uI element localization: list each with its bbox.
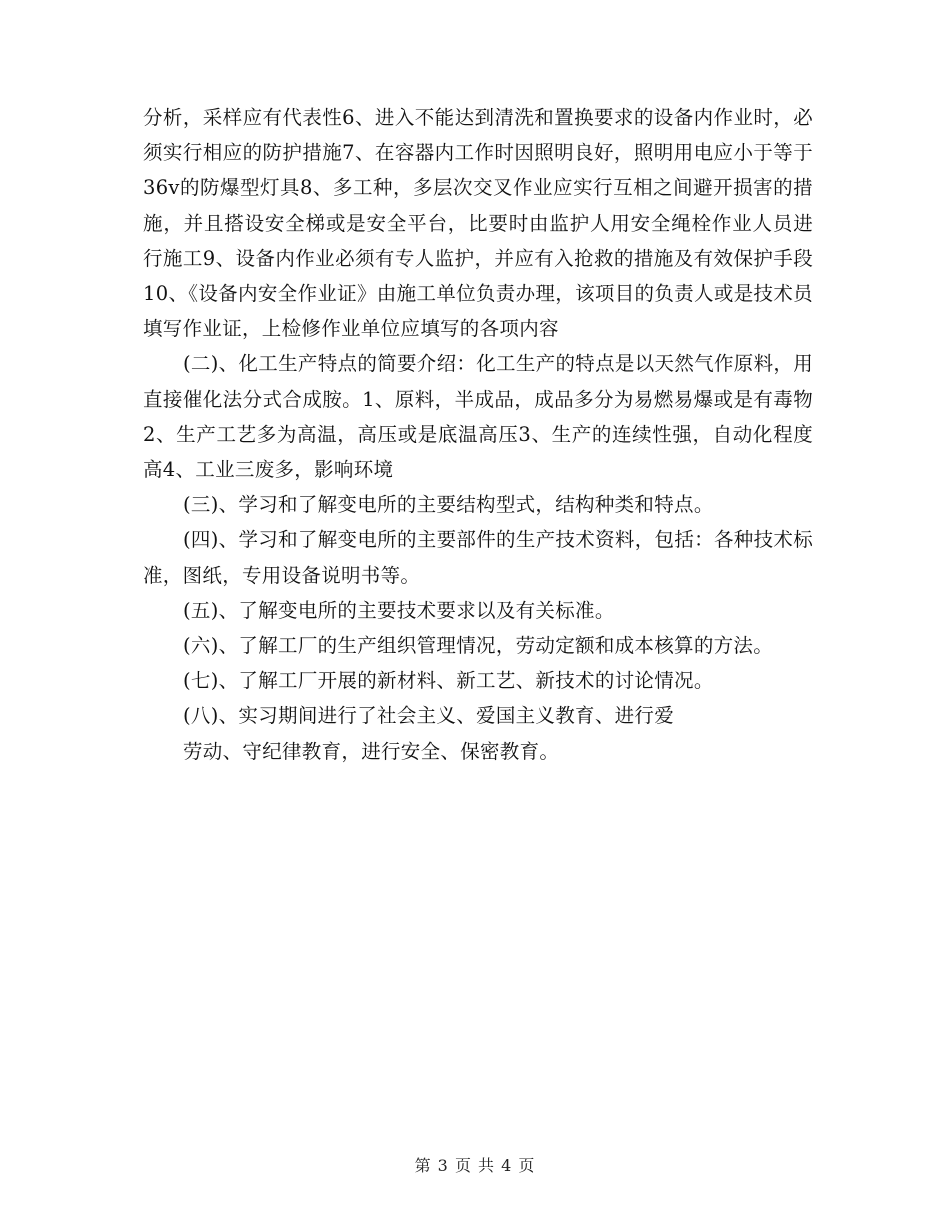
paragraph-technical-requirements: (五)、了解变电所的主要技术要求以及有关标准。 [183, 598, 615, 622]
paragraph-technical-documents: (四)、学习和了解变电所的主要部件的生产技术资料，包括：各种技术标准，图纸，专用设备说明书等。 [143, 528, 813, 587]
paragraph-education: (八)、实习期间进行了社会主义、爱国主义教育、进行爱 [183, 704, 675, 728]
paragraph-safety-measures: 分析，采样应有代表性6、进入不能达到清洗和置换要求的设备内作业时，必须实行相应的防护措施7、在容器内工作时因照明良好，照明用电应小于等于36v的防爆型灯具8、多工种，多层次交叉作业应实行互相之间避开损害的措施，并且搭设安全梯或是安全平台，比要时由监护人用安全绳栓作业人员进行施工9、设备内作业必须有专人监护，并应有入抢救的措施及有效保护手段10、《设备内安全作业证》由施工单位负责办理，该项目的负责人或是技术员填写作业证，上检修作业单位应填写的各项内容 [143, 106, 813, 341]
paragraph-education-continued: 劳动、守纪律教育，进行安全、保密教育。 [183, 739, 560, 763]
paragraph-production-management: (六)、了解工厂的生产组织管理情况，劳动定额和成本核算的方法。 [183, 634, 774, 658]
page-number-footer: 第 3 页 共 4 页 [414, 1156, 536, 1175]
paragraph-chemical-production: (二)、化工生产特点的简要介绍：化工生产的特点是以天然气作原料，用直接催化法分式合成胺。1、原料，半成品，成品多分为易燃易爆或是有毒物2、生产工艺多为高温，高压或是底温高压3、生产的连续性强，自动化程度高4、工业三废多，影响环境 [143, 352, 813, 482]
paragraph-substation-structure: (三)、学习和了解变电所的主要结构型式，结构种类和特点。 [183, 493, 714, 517]
paragraph-new-technology: (七)、了解工厂开展的新材料、新工艺、新技术的讨论情况。 [183, 669, 714, 693]
document-body [143, 100, 813, 769]
